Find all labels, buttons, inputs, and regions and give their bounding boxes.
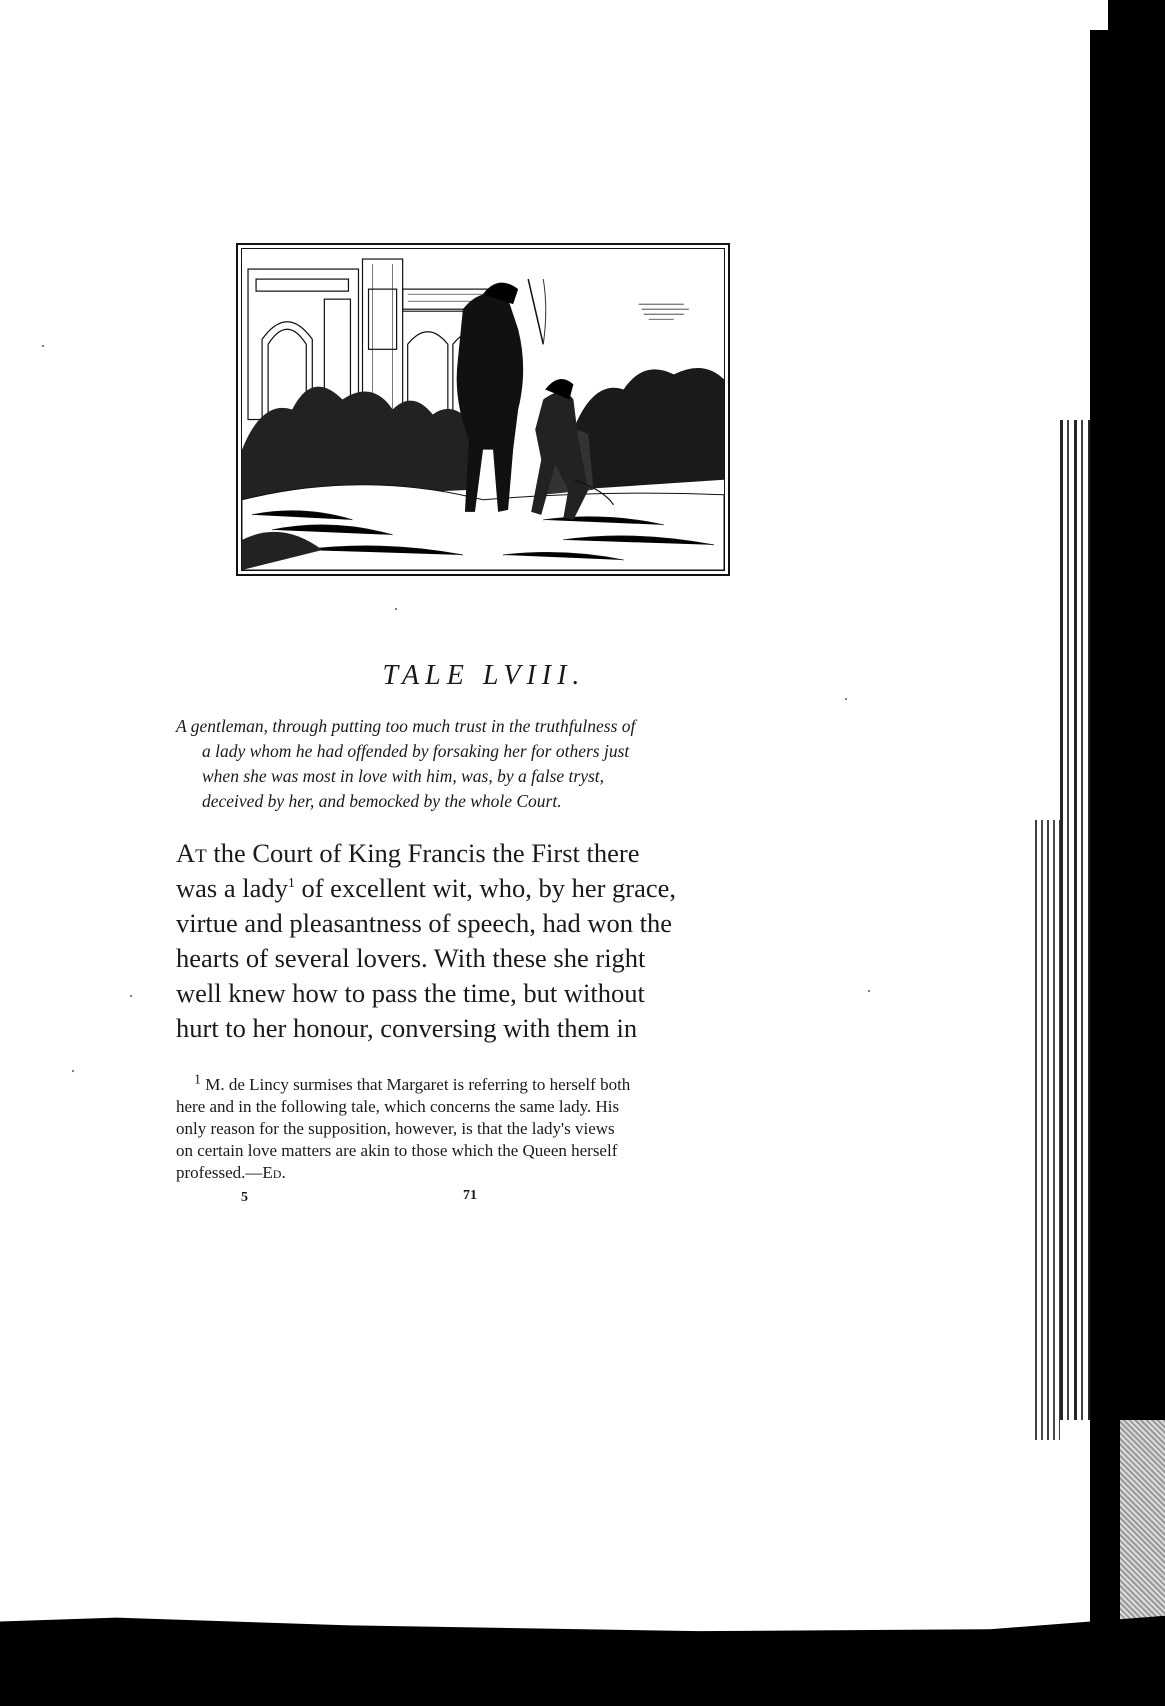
- scan-dot: [72, 1070, 74, 1072]
- scan-speckle-inner: [1035, 820, 1060, 1440]
- engraving-illustration: [236, 243, 730, 576]
- scan-dot: [395, 608, 397, 610]
- summary-line: A gentleman, through putting too much trust in the truthfulness of: [176, 716, 636, 736]
- summary-line: when she was most in love with him, was, by a false tryst,: [202, 766, 605, 786]
- footnote: [176, 1074, 776, 1184]
- footnote-line: [176, 1162, 776, 1184]
- signature-mark: 5: [241, 1190, 248, 1205]
- tale-summary: [176, 714, 796, 814]
- body-line: virtue and pleasantness of speech, had won the: [176, 908, 672, 938]
- summary-line: a lady whom he had offended by forsaking her for others just: [202, 741, 630, 761]
- scan-notch: [1090, 0, 1108, 30]
- scan-dot: [42, 345, 44, 347]
- scan-dot: [868, 990, 870, 992]
- body-line: hearts of several lovers. With these she right: [176, 943, 646, 973]
- editor-mark: Ed.: [262, 1163, 286, 1182]
- body-text: [176, 836, 776, 1046]
- body-line-text: was a lady: [176, 873, 288, 903]
- body-line: [176, 836, 776, 871]
- tale-title: TALE LVIII.: [382, 660, 586, 691]
- footnote-text: professed.—: [176, 1163, 263, 1182]
- summary-line: deceived by her, and bemocked by the whole Court.: [202, 791, 562, 811]
- body-line-text: the Court of King Francis the First there: [213, 838, 640, 868]
- footnote-ref[interactable]: 1: [287, 876, 295, 892]
- footnote-line: [176, 1074, 776, 1096]
- scan-dot: [845, 698, 847, 700]
- scan-dot: [130, 995, 132, 997]
- footnote-line: here and in the following tale, which concerns the same lady. His: [176, 1097, 620, 1116]
- body-line: [176, 871, 776, 906]
- footnote-text: M. de Lincy surmises that Margaret is referring to herself both: [205, 1075, 631, 1094]
- footnote-line: on certain love matters are akin to those which the Queen herself: [176, 1141, 618, 1160]
- scan-speckle: [1060, 420, 1090, 1420]
- opening-words: At: [176, 838, 207, 868]
- body-line: hurt to her honour, conversing with them in: [176, 1013, 638, 1043]
- footnote-line: only reason for the supposition, however, is that the lady's views: [176, 1119, 615, 1138]
- engraving-icon: [242, 249, 724, 570]
- body-line-text: of excellent wit, who, by her grace,: [301, 873, 677, 903]
- body-line: well knew how to pass the time, but without: [176, 978, 645, 1008]
- footnote-marker: 1: [194, 1072, 201, 1088]
- page-number: 71: [463, 1188, 477, 1203]
- scan-shadow-bottom: [0, 1610, 1165, 1706]
